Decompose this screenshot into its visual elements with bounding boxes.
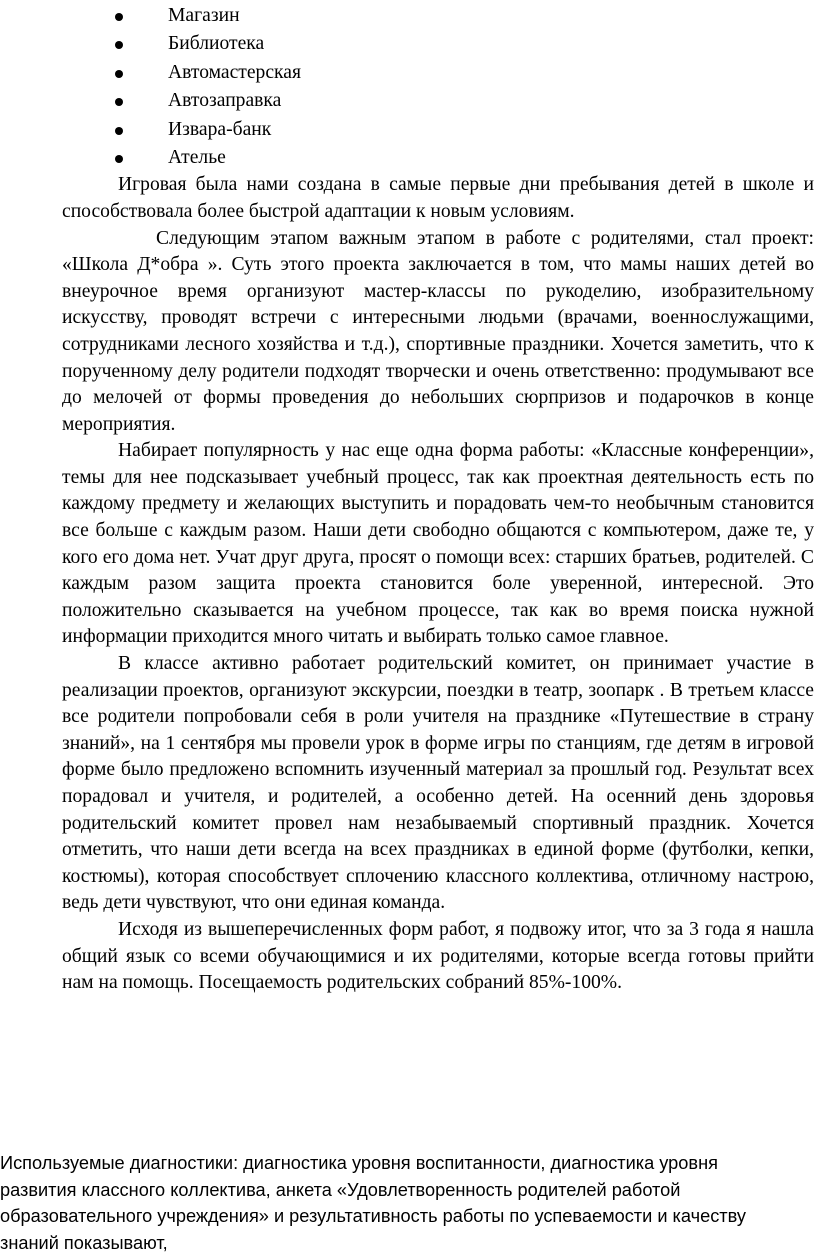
bullet-icon [115, 155, 123, 163]
paragraph-game-class: Игровая была нами создана в самые первые дни пребывания детей в школе и способствовала более быстрой адаптации к новым условиям. [62, 174, 814, 222]
bullet-icon [115, 98, 123, 106]
bullet-icon [115, 41, 123, 49]
list-item-text: Автомастерская [168, 61, 301, 83]
bullet-icon [115, 13, 123, 21]
bullet-icon [115, 70, 123, 78]
list-item [62, 30, 814, 58]
list-item [62, 144, 814, 172]
diagnostics-paragraph: Используемые диагностики: диагностика уровня воспитанности, диагностика уровня развития классного коллектива, анкета «Удовлетворенность родителей работой образовательного учреждения» и результативность работы по успеваемости и качеству знаний показывают, [0, 1153, 746, 1254]
paragraph-parent-committee: В классе активно работает родительский комитет, он принимает участие в реализации проектов, организуют экскурсии, поездки в театр, зоопарк . В третьем классе все родители попробовали себя в роли учителя на празднике «Путешествие в страну знаний», на 1 сентября мы провели урок в форме игры по станциям, где детям в игровой форме было предложено вспомнить изученный материал за прошлый год. Результат всех порадовал и учителя, и родителей, а особенно детей. На осенний день здоровья родительский комитет провел нам незабываемый спортивный праздник. Хочется отметить, что наши дети всегда на всех праздниках в единой форме (футболки, кепки, костюмы), которая способствует сплочению классного коллектива, отличному настрою, ведь дети чувствуют, что они единая команда. [62, 653, 814, 914]
bullet-icon [115, 127, 123, 135]
paragraph-class-conferences: Набирает популярность у нас еще одна форма работы: «Классные конференции», темы для нее подсказывает учебный процесс, так как проектная деятельность есть по каждому предмету и желающих выступить и порадовать чем-то необычным становится все больше с каждым разом. Наши дети свободно общаются с компьютером, даже те, у кого его дома нет. Учат друг друга, просят о помощи всех: старших братьев, родителей. С каждым разом защита проекта становится боле уверенной, интересной. Это положительно сказывается на учебном процессе, так как во время поиска нужной информации приходится много читать и выбирать только самое главное. [62, 440, 814, 648]
list-item [62, 59, 814, 87]
list-item-text: Извара-банк [168, 118, 272, 140]
list-item-text: Библиотека [168, 33, 265, 55]
list-item [62, 2, 814, 30]
document-body [62, 2, 814, 997]
list-item [62, 116, 814, 144]
bullet-list [62, 2, 814, 172]
list-item-text: Автозаправка [168, 90, 282, 112]
list-item-text: Магазин [168, 5, 240, 26]
paragraph-school-of-kindness: Следующим этапом важным этапом в работе с родителями, стал проект: «Школа Д*обра ». Суть этого проекта заключается в том, что мамы наших детей во внеурочное время организуют мастер-классы по рукоделию, изобразительному искусству, проводят встречи с интересными людьми (врачами, военнослужащими, сотрудниками лесного хозяйства и т.д.), спортивные праздники. Хочется заметить, что к порученному делу родители подходят творчески и очень ответственно: продумывают все до мелочей от формы проведения до небольших сюрпризов и подарочков в конце мероприятия. [62, 227, 814, 435]
list-item [62, 87, 814, 115]
paragraph-conclusion: Исходя из вышеперечисленных форм работ, я подвожу итог, что за 3 года я нашла общий язык со всеми обучающимися и их родителями, которые всегда готовы прийти нам на помощь. Посещаемость родительских собраний 85%-100%. [62, 918, 814, 994]
list-item-text: Ателье [168, 146, 226, 168]
